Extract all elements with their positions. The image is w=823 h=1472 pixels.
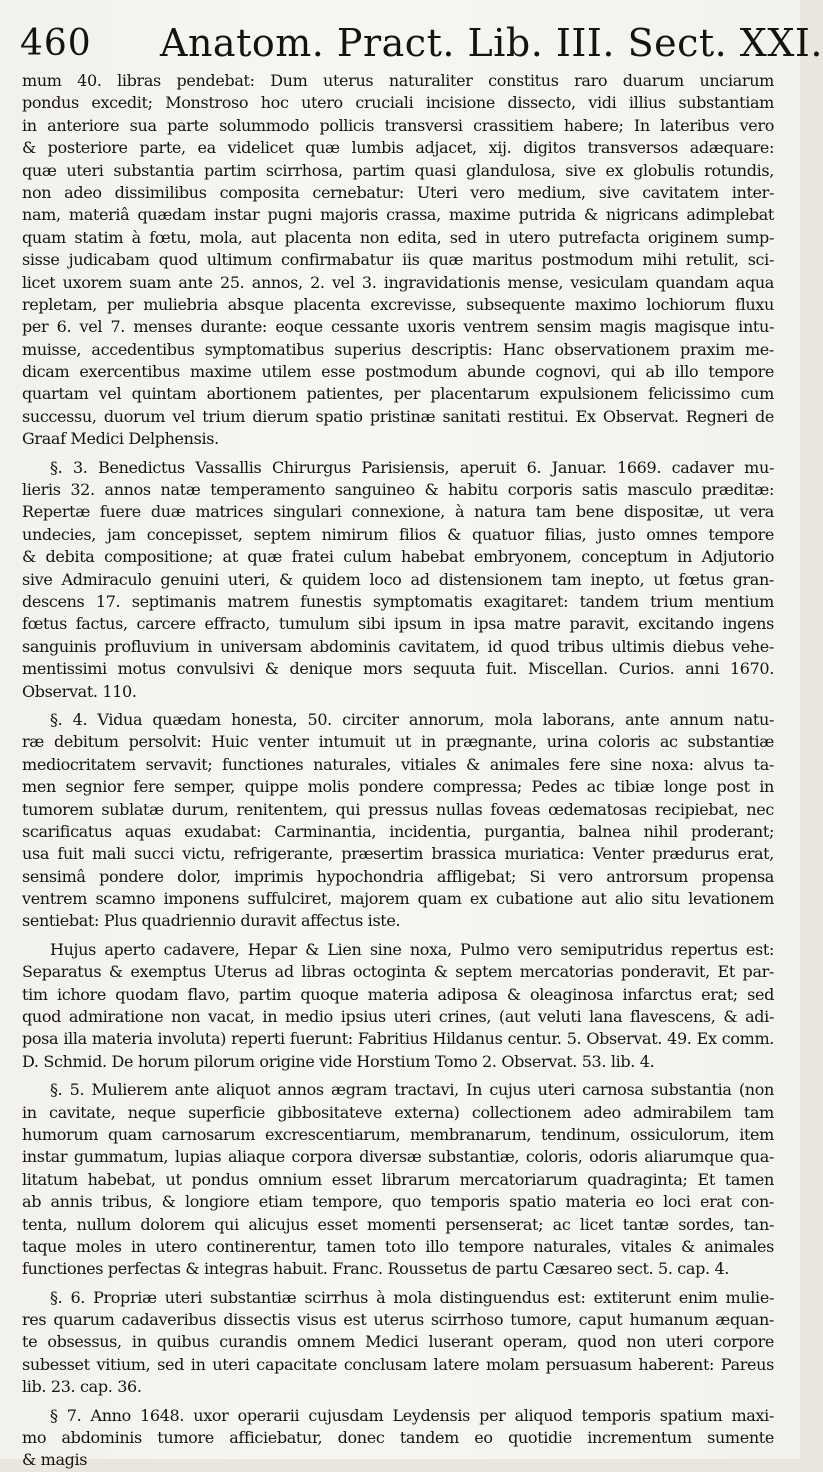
text-line: §. 4. Vidua quædam honesta, 50. circiter annorum, mola laborans, ante annum natu-	[50, 709, 774, 729]
text-line: in cavitate, neque superficie gibbositateve externa) collectionem adeo admirabilem tam	[22, 1102, 774, 1122]
text-line: sive Admiraculo genuini uteri, & quidem loco ad distensionem tam inepto, ut fœtus gran-	[22, 569, 774, 589]
text-line: quartam vel quintam abortionem patientes, per placentarum expulsionem felicissimo cum	[22, 384, 774, 404]
text-line: Graaf Medici Delphensis.	[22, 429, 219, 449]
text-line: sisse judicabam quod ultimum confirmabatur iis quæ maritus postmodum mihi retulit, sci-	[22, 250, 774, 270]
text-line: §. 5. Mulierem ante aliquot annos ægram tractavi, In cujus uteri carnosa substantia (non	[50, 1080, 774, 1100]
text-line: & debita compositione; at quæ fratei culum habebat embryonem, conceptum in Adjutorio	[22, 547, 774, 567]
text-line: Hujus aperto cadavere, Hepar & Lien sine noxa, Pulmo vero semiputridus repertus est:	[50, 939, 774, 959]
text-line: mediocritatem servavit; functiones naturales, vitiales & animales fere sine noxa: alvus ta-	[22, 754, 774, 774]
text-line: § 7. Anno 1648. uxor operarii cujusdam Leydensis per aliquod temporis spatium maxi-	[50, 1405, 774, 1425]
paragraph	[22, 939, 774, 1073]
text-line: lieris 32. annos natæ temperamento sanguineo & habitu corporis satis masculo præditæ:	[22, 480, 774, 500]
text-line: non adeo dissimilibus composita cernebatur: Uteri vero medium, sive cavitatem inter-	[22, 182, 774, 202]
text-line: ab annis tribus, & longiore etiam tempore, quo temporis spatio materia eo loci erat con-	[22, 1192, 774, 1212]
text-line: men segnior fere semper, quippe molis pondere compressa; Pedes ac tibiæ longe post in	[22, 777, 774, 797]
text-line: ventrem scamno imponens suffulciret, majorem quam ex cubatione aut alio situ levationem	[22, 889, 774, 909]
text-line: humorum quam carnosarum excrescentiarum, membranarum, tendinum, ossiculorum, item	[22, 1124, 774, 1144]
text-line: & posteriore parte, ea videlicet quæ lumbis adjacet, xij. digitos transversos adæquare:	[22, 138, 774, 158]
paragraph	[22, 1287, 774, 1399]
text-line: successu, duorum vel trium dierum spatio pristinæ sanitati restitui. Ex Observat. Regneri de	[22, 406, 774, 426]
text-line: §. 6. Propriæ uteri substantiæ scirrhus à mola distinguendus est: extiterunt enim mulie-	[50, 1287, 774, 1307]
text-line: dicam exercentibus maxime utilem esse postmodum abunde cognovi, qui ab illo tempore	[22, 362, 774, 382]
text-line: litatum habebat, ut pondus omnium esset librarum mercatoriarum quadraginta; Et tamen	[22, 1169, 774, 1189]
text-line: instar gummatum, lupias aliaque corpora diversæ substantiæ, coloris, odoris aliarumque qua-	[22, 1147, 774, 1167]
text-line: tenta, nullum dolorem qui alicujus esset momenti persenserat; ac licet tantæ sordes, tan-	[22, 1214, 774, 1234]
text-line: te obsessus, in quibus curandis omnem Medici luserant operam, quod non uteri corpore	[22, 1332, 774, 1352]
text-line: sensimâ pondere dolor, imprimis hypochondria affligebat; Si vero antrorsum propensa	[22, 866, 774, 886]
text-line: repletam, per muliebria absque placenta excrevisse, subsequente maximo lochiorum fluxu	[22, 294, 774, 314]
text-line: Separatus & exemptus Uterus ad libras octoginta & septem mercatorias ponderavit, Et par-	[22, 962, 774, 982]
text-line: pondus excedit; Monstroso hoc utero cruciali incisione dissecto, vidi illius substantiam	[22, 93, 774, 113]
page-number: 460	[20, 23, 92, 64]
text-line: scarificatus aquas exudabat: Carminantia, incidentia, purgantia, balnea nihil proderant;	[22, 821, 774, 841]
text-line: res quarum cadaveribus dissectis visus est uterus scirrhoso tumore, caput humanum æquan-	[22, 1310, 774, 1330]
paragraph	[22, 457, 774, 703]
text-line: subesset vitium, sed in uteri capacitate conclusam latere molam persuasum haberent: Pareus	[22, 1354, 774, 1374]
paragraph	[22, 70, 774, 451]
text-line: quod admiratione non vacat, in medio ipsius uteri crines, (aut veluti lana flavescens, & adi-	[22, 1007, 774, 1027]
page-header	[20, 14, 823, 70]
text-line: in anteriore sua parte solummodo pollicis transversi crassitiem habere; In lateribus vero	[22, 115, 774, 135]
paragraph	[22, 1079, 774, 1281]
text-line: muisse, accedentibus symptomatibus superius descriptis: Hanc observationem praxim me-	[22, 339, 774, 359]
text-line: fœtus factus, carcere effracto, tumulum sibi ipsum in ipsa matre paravit, excitando ingens	[22, 614, 774, 634]
paragraph	[22, 709, 774, 933]
paragraph	[22, 1405, 774, 1472]
text-line: functiones perfectas & integras habuit. Franc. Roussetus de partu Cæsareo sect. 5. cap. 4.	[22, 1259, 730, 1279]
text-line: ræ debitum persolvit: Huic venter intumuit ut in prægnante, urina coloris ac substantiæ	[22, 732, 774, 752]
text-line: Observat. 110.	[22, 681, 137, 701]
text-line: & magis	[22, 1450, 88, 1470]
text-line: taque moles in utero continerentur, tamen toto illo tempore naturales, vitales & animales	[22, 1236, 774, 1256]
text-line: §. 3. Benedictus Vassallis Chirurgus Parisiensis, aperuit 6. Januar. 1669. cadaver mu-	[50, 457, 774, 477]
text-line: mentissimi motus convulsivi & denique mors sequuta fuit. Miscellan. Curios. anni 1670.	[22, 659, 774, 679]
text-line: descens 17. septimanis matrem funestis symptomatis exagitaret: tandem trium mentium	[22, 591, 774, 611]
text-line: quæ uteri substantia partim scirrhosa, partim quasi glandulosa, sive ex globulis rotundis,	[22, 160, 774, 180]
text-line: undecies, jam concepisset, septem nimirum filios & quatuor filias, justo omnes tempore	[22, 524, 774, 544]
text-line: sanguinis profluvium in universam abdominis cavitatem, id quod tribus ultimis diebus vehe-	[22, 636, 774, 656]
text-line: nam, materiâ quædam instar pugni majoris crassa, maxime putrida & nigricans adimplebat	[22, 205, 774, 225]
text-line: usa fuit mali succi victu, refrigerante, præsertim brassica muriatica: Venter prædurus erat,	[22, 844, 774, 864]
page-body	[22, 70, 774, 1472]
text-line: sentiebat: Plus quadriennio duravit affectus iste.	[22, 911, 401, 931]
text-line: tumorem sublatæ durum, renitentem, qui pressus nullas foveas œdematosas recipiebat, nec	[22, 799, 774, 819]
text-line: mum 40. libras pendebat: Dum uterus naturaliter constitus raro duarum unciarum	[22, 71, 774, 90]
text-line: lib. 23. cap. 36.	[22, 1377, 142, 1397]
text-line: D. Schmid. De horum pilorum origine vide Horstium Tomo 2. Observat. 53. lib. 4.	[22, 1051, 655, 1071]
text-line: licet uxorem suam ante 25. annos, 2. vel 3. ingravidationis mense, vesiculam quandam aqua	[22, 272, 774, 292]
text-line: tim ichore quodam flavo, partim quoque materia adiposa & oleaginosa infarctus erat; sed	[22, 984, 774, 1004]
text-line: Repertæ fuere duæ matrices singulari connexione, à natura tam bene dispositæ, ut vera	[22, 502, 774, 522]
text-line: posa illa materia involuta) reperti fuerunt: Fabritius Hildanus centur. 5. Observat. 49. Ex comm.	[22, 1029, 774, 1049]
text-line: mo abdominis tumore afficiebatur, donec tandem eo quotidie incrementum sumente	[22, 1428, 774, 1448]
running-head: Anatom. Pract. Lib. III. Sect. XXI.	[160, 21, 823, 65]
text-line: quam statim à fœtu, mola, aut placenta non edita, sed in utero putrefacta originem sump-	[22, 227, 774, 247]
text-line: per 6. vel 7. menses durante: eoque cessante uxoris ventrem sensim magis magisque intu-	[22, 317, 774, 337]
